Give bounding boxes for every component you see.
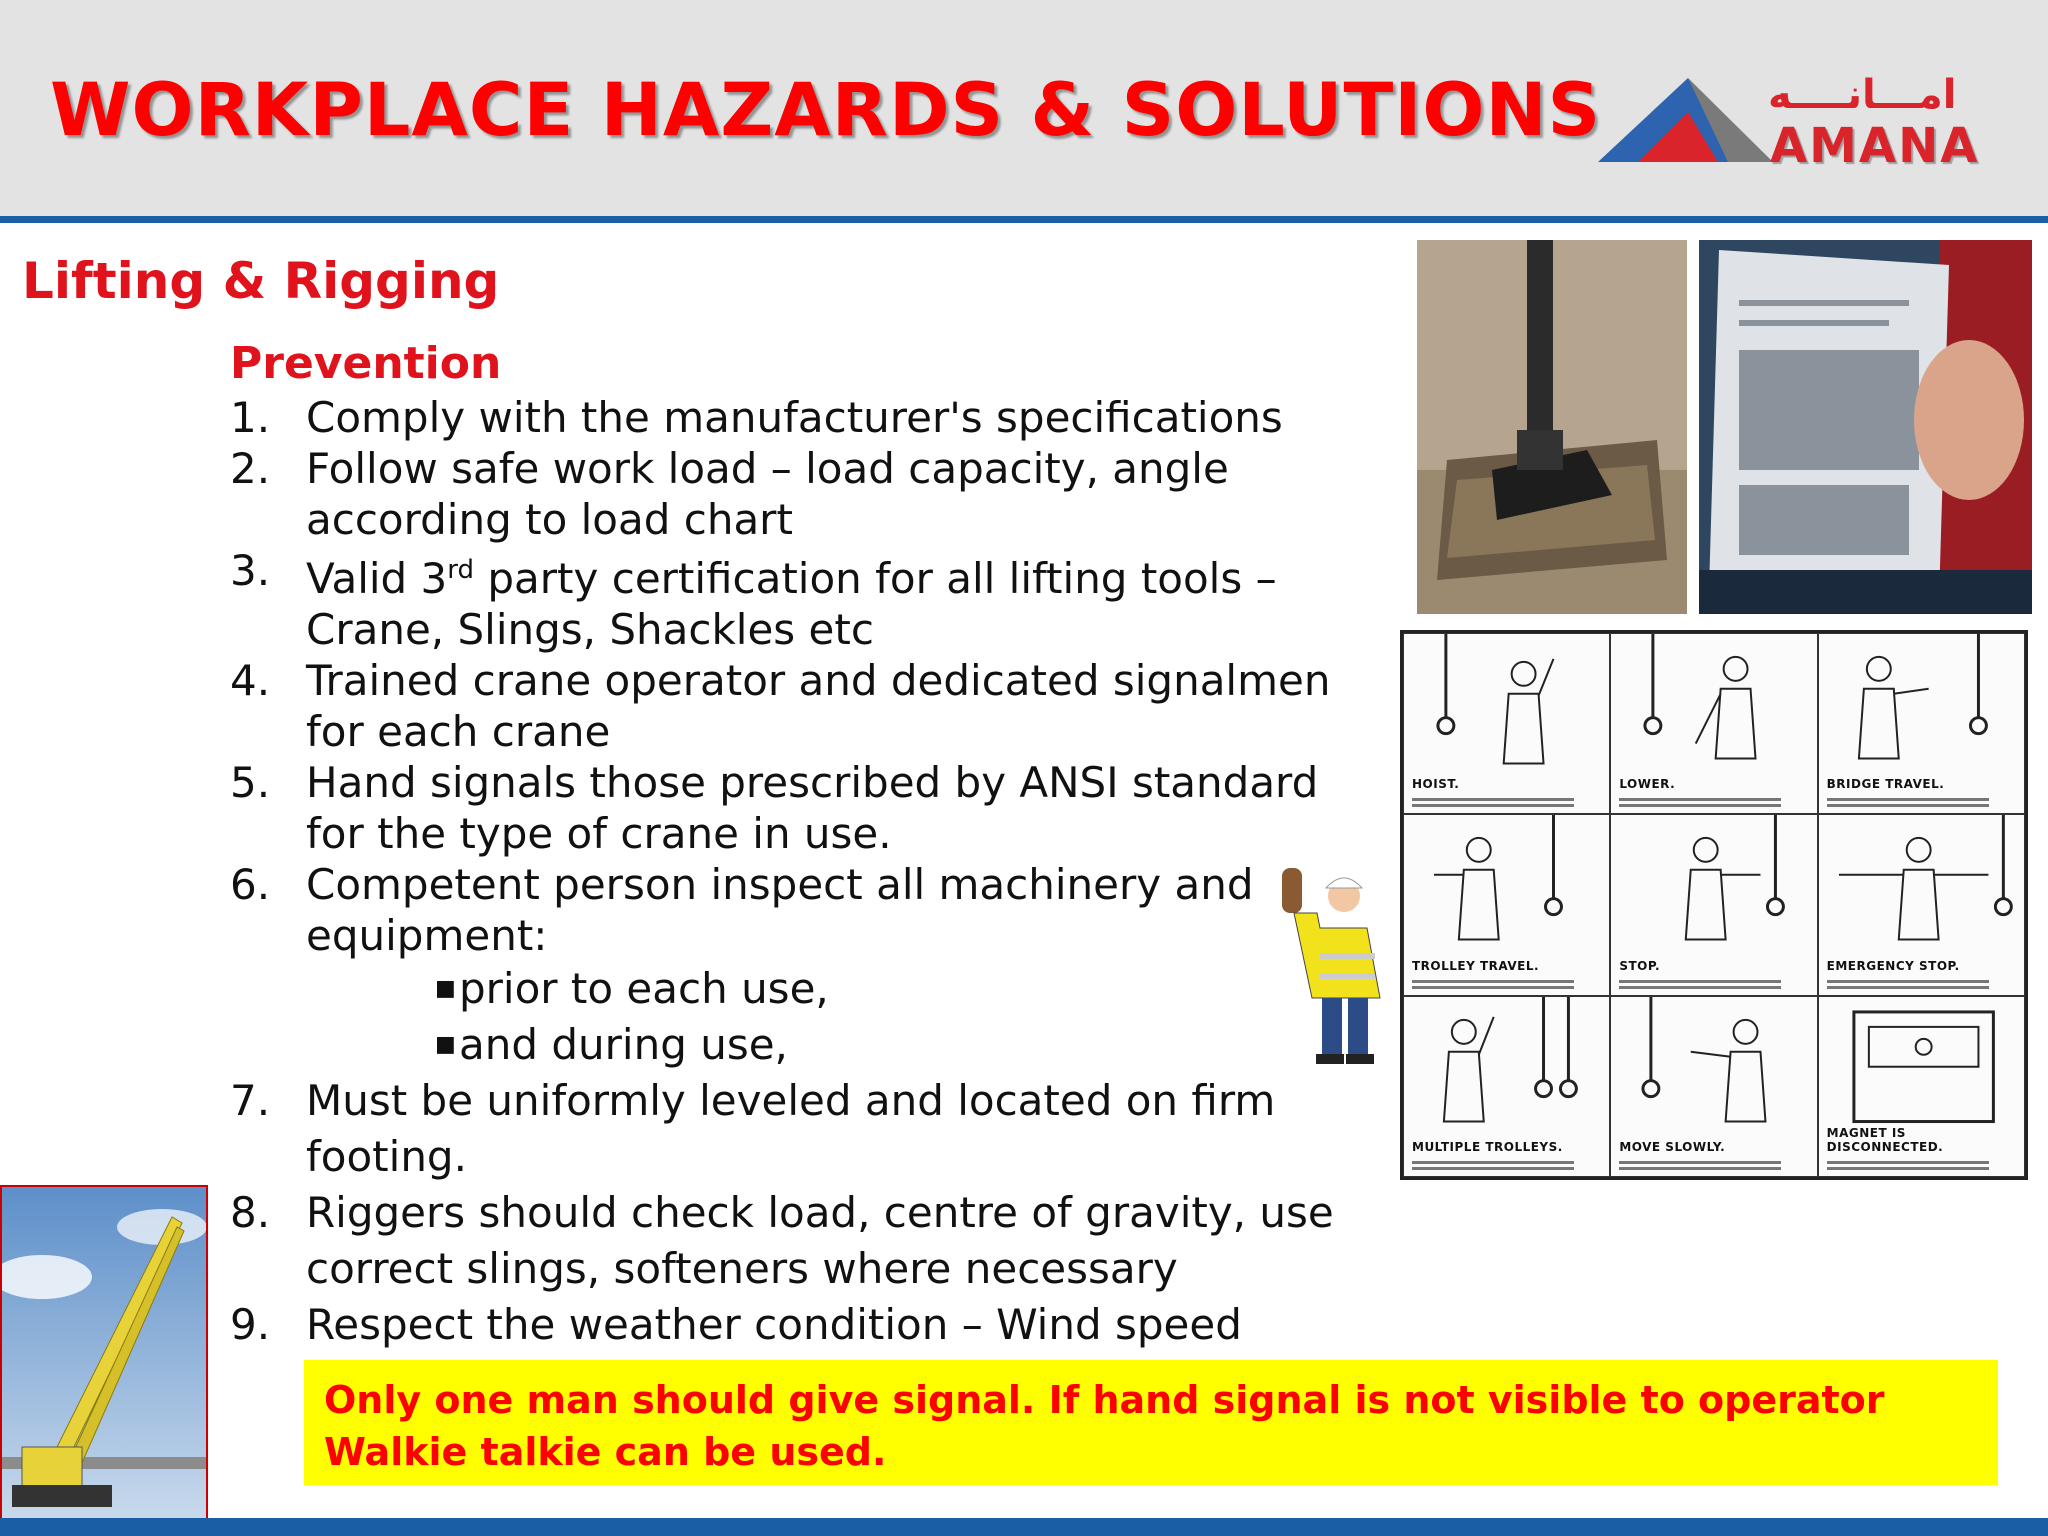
slide-title: WORKPLACE HAZARDS & SOLUTIONS	[50, 68, 1602, 153]
signal-lower	[1610, 633, 1817, 814]
item-text: according to load chart	[306, 495, 793, 544]
prevention-heading: Prevention	[230, 338, 502, 389]
outrigger-photo	[1417, 240, 1687, 614]
list-item	[230, 443, 1360, 545]
item-text: Must be uniformly leveled and located on firm	[306, 1076, 1276, 1125]
item-text: Comply with the manufacturer's specifications	[306, 393, 1283, 442]
item-text: Valid 3	[306, 554, 448, 603]
signal-move-slowly	[1610, 996, 1817, 1177]
signal-trolley-travel	[1403, 814, 1610, 995]
hand-signals-chart	[1400, 630, 2028, 1180]
item-text: equipment:	[306, 911, 548, 960]
sub-list-item	[230, 961, 1360, 1017]
section-title: Lifting & Rigging	[22, 252, 500, 310]
signal-label: LOWER.	[1619, 777, 1676, 792]
list-item	[230, 859, 1360, 961]
signal-label: BRIDGE TRAVEL.	[1826, 777, 1945, 792]
item-number: 8.	[230, 1188, 271, 1237]
item-number: 1.	[230, 393, 271, 442]
signal-label: MOVE SLOWLY.	[1619, 1139, 1726, 1154]
signal-magnet-disconnected	[1818, 996, 2025, 1177]
list-item	[230, 545, 1360, 655]
item-text: footing.	[306, 1132, 467, 1181]
item-text: for the type of crane in use.	[306, 809, 892, 858]
signal-emergency-stop	[1818, 814, 2025, 995]
list-item	[230, 392, 1360, 443]
list-item	[230, 1185, 1360, 1297]
item-text: Respect the weather condition – Wind speed	[306, 1300, 1242, 1349]
signal-label: MAGNET IS DISCONNECTED.	[1826, 1125, 1944, 1154]
crawler-crane-photo	[0, 1185, 208, 1521]
footer-bar	[0, 1518, 2048, 1536]
item-text: Hand signals those prescribed by ANSI standard	[306, 758, 1319, 807]
item-text: correct slings, softeners where necessary	[306, 1244, 1178, 1293]
item-number: 5.	[230, 758, 271, 807]
sub-item-text: and during use,	[459, 1020, 788, 1069]
signal-label: HOIST.	[1412, 777, 1460, 792]
signal-bridge-travel	[1818, 633, 2025, 814]
logo-wordmark: AMANA	[1770, 118, 1980, 174]
warning-text: Only one man should give signal. If hand signal is not visible to operator	[324, 1378, 1885, 1422]
item-number: 4.	[230, 656, 271, 705]
prevention-list	[230, 392, 1360, 1353]
item-number: 3.	[230, 546, 271, 595]
square-bullet-icon: ■	[435, 976, 456, 1001]
item-number: 9.	[230, 1300, 271, 1349]
item-number: 7.	[230, 1076, 271, 1125]
signal-label: STOP.	[1619, 958, 1661, 973]
item-text: for each crane	[306, 707, 611, 756]
signal-stop	[1610, 814, 1817, 995]
signal-label: EMERGENCY STOP.	[1826, 958, 1960, 973]
signal-warning-box	[304, 1360, 1998, 1485]
list-item	[230, 1073, 1360, 1185]
item-text: Competent person inspect all machinery and	[306, 860, 1254, 909]
signal-multiple-trolleys	[1403, 996, 1610, 1177]
warning-text: Walkie talkie can be used.	[324, 1430, 887, 1474]
item-text: party certification for all lifting tools –	[474, 554, 1277, 603]
item-text: Riggers should check load, centre of gravity, use	[306, 1188, 1334, 1237]
logo-arabic-text: امـــانــــه	[1768, 72, 1957, 118]
signalman-illustration	[1272, 858, 1392, 1073]
sub-item-text: prior to each use,	[459, 964, 829, 1013]
item-number: 2.	[230, 444, 271, 493]
item-text: Trained crane operator and dedicated signalmen	[306, 656, 1331, 705]
superscript: rd	[447, 555, 475, 585]
header-divider	[0, 216, 2048, 223]
item-number: 6.	[230, 860, 271, 909]
signal-label: TROLLEY TRAVEL.	[1412, 958, 1540, 973]
square-bullet-icon: ■	[435, 1032, 456, 1057]
item-text: Crane, Slings, Shackles etc	[306, 605, 874, 654]
load-chart-photo	[1699, 240, 2032, 614]
item-text: Follow safe work load – load capacity, angle	[306, 444, 1229, 493]
list-item	[230, 1297, 1360, 1353]
signal-hoist	[1403, 633, 1610, 814]
list-item	[230, 757, 1360, 859]
signal-label: MULTIPLE TROLLEYS.	[1412, 1139, 1563, 1154]
sub-list-item	[230, 1017, 1360, 1073]
list-item	[230, 655, 1360, 757]
